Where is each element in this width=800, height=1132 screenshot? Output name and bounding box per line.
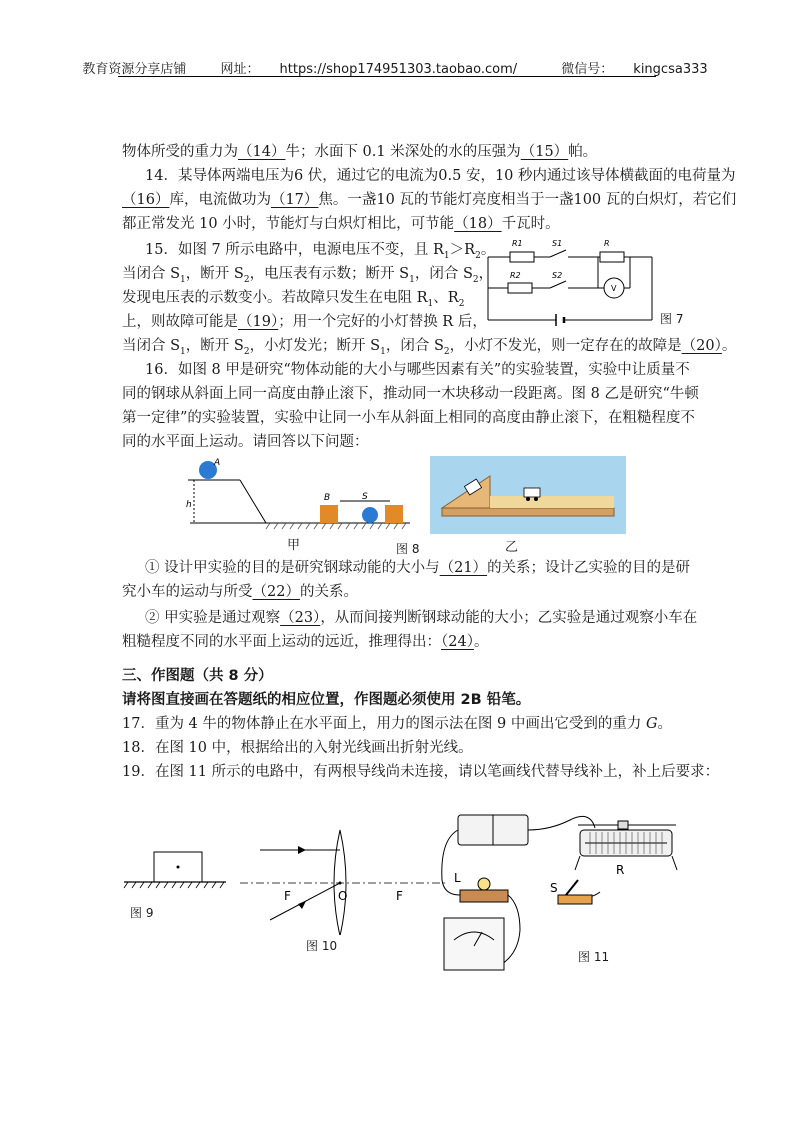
fig7-label-s2: S2 — [552, 271, 563, 280]
fig10-label-f-left: F — [284, 889, 291, 903]
q16-line-4: 同的水平面上运动。请回答以下问题： — [122, 434, 369, 450]
section-3-instruction: 请将图直接画在答题纸的相应位置，作图题必须使用 2B 铅笔。 — [122, 692, 531, 708]
q16-line-1: 16．如图 8 甲是研究“物体动能的大小与哪些因素有关”的实验装置，实验中让质量不 — [145, 362, 690, 378]
q17-line: 17．重为 4 牛的物体静止在水平面上，用力的图示法在图 9 中画出它受到的重力 G。 — [122, 716, 673, 732]
fig10-caption: 图 10 — [306, 939, 338, 953]
cart-on-surface — [524, 488, 540, 497]
q14-line-2: （16）库，电流做功为（17）焦。一盏10 瓦的节能灯亮度相当于一盏100 瓦的白炽灯，若它们 — [122, 192, 737, 208]
q15-line-2: 当闭合 $S_1$，断开 $S_2$，电压表有示数；断开 $S_1$，闭合 $S_2$， — [122, 266, 494, 285]
fig7-caption: 图 7 — [660, 312, 684, 326]
figure-8-yi — [430, 456, 626, 534]
header-rule — [118, 76, 656, 77]
block-b — [320, 505, 338, 523]
fig11-label-r: R — [616, 863, 625, 877]
q15-line-5: 当闭合 $S_1$，断开 $S_2$，小灯发光；断开 $S_1$，闭合 $S_2$，小灯不发光，则一定存在的故障是（20）。 — [122, 338, 737, 357]
fig11-label-s: S — [550, 881, 558, 895]
fig10-label-f-right: F — [396, 889, 403, 903]
header-url[interactable]: https://shop174951303.taobao.com/ — [279, 62, 518, 77]
bulb — [478, 878, 490, 890]
fig8-label-b: B — [324, 493, 331, 503]
fig8-label-a: A — [214, 458, 221, 468]
switch-s2 — [550, 281, 566, 288]
q13-tail-line: 物体所受的重力为（14）牛；水面下 0.1 米深处的水的压强为（15）帕。 — [122, 144, 598, 160]
blank-22: （22） — [252, 584, 300, 600]
header-wechat-label: 微信号： — [561, 62, 614, 77]
q16-part-2-line-2: 粗糙程度不同的水平面上运动的远近，推理得出：（24）。 — [122, 634, 489, 650]
figure-9 — [120, 840, 230, 900]
fig7-label-v: V — [611, 284, 617, 293]
q19-line: 19．在图 11 所示的电路中，有两根导线尚未连接，请以笔画线代替导线补上，补上后要求： — [122, 764, 720, 780]
blank-17: （17） — [270, 192, 319, 208]
q15-line-4: 上，则故障可能是（19）；用一个完好的小灯替换 R 后， — [122, 314, 487, 330]
q16-part-2-line-1: ② 甲实验是通过观察（23），从而间接判断钢球动能的大小；乙实验是通过观察小车在 — [145, 610, 698, 626]
fig8-label-h: h — [186, 500, 192, 510]
fig7-label-r: R — [604, 239, 610, 248]
figure-11-circuit — [430, 800, 690, 990]
fig10-label-o: O — [338, 889, 348, 903]
fig8-yi-label: 乙 — [505, 540, 519, 555]
q16-part-1-line-1: ① 设计甲实验的目的是研究钢球动能的大小与（21）的关系；设计乙实验的目的是研 — [145, 560, 691, 576]
fig8-jia-label: 甲 — [287, 538, 301, 553]
figure-7-circuit — [480, 232, 680, 332]
blank-18: （18） — [454, 216, 502, 232]
q14-line-3: 都正常发光 10 小时，节能灯与白炽灯相比，可节能（18）千瓦时。 — [122, 216, 560, 232]
wire-2 — [528, 816, 595, 830]
blank-23: （23） — [280, 610, 321, 626]
header-shop: 教育资源分享店铺 — [82, 62, 187, 77]
blank-15: （15） — [520, 144, 569, 160]
switch-base — [558, 895, 592, 904]
blank-21: （21） — [439, 560, 488, 576]
resistor-r1 — [510, 252, 534, 262]
fig9-caption: 图 9 — [130, 906, 154, 920]
fig11-caption: 图 11 — [578, 950, 610, 964]
q18-line: 18．在图 10 中，根据给出的入射光线画出折射光线。 — [122, 740, 473, 756]
q14-line-1: 14．某导体两端电压为6 伏，通过它的电流为0.5 安，10 秒内通过该导体横截面的电荷量为 — [145, 168, 736, 184]
wire-1 — [442, 830, 460, 895]
fig7-label-r1: R1 — [512, 239, 523, 248]
fig8-label-s: S — [362, 492, 368, 502]
blank-19: （19） — [238, 314, 279, 330]
bulb-base — [460, 890, 508, 902]
fig7-label-r2: R2 — [510, 271, 521, 280]
switch-s1 — [550, 250, 566, 257]
section-3-title: 三、作图题（共 8 分） — [122, 668, 273, 684]
q16-line-3: 第一定律”的实验装置，实验中让同一小车从斜面上相同的高度由静止滚下，在粗糙程度不 — [122, 410, 695, 426]
header-wechat: kingcsa333 — [633, 62, 708, 77]
q16-part-1-line-2: 究小车的运动与所受（22）的关系。 — [122, 584, 358, 600]
fig7-label-s1: S1 — [552, 239, 563, 248]
fig11-label-l: L — [454, 871, 461, 885]
ammeter — [444, 918, 504, 970]
fig8-caption: 图 8 — [396, 542, 420, 556]
page-header — [0, 58, 800, 77]
switch-lever — [566, 880, 578, 895]
figure-10-lens — [240, 820, 450, 935]
q15-line-1: 15．如图 7 所示电路中，电源电压不变，且 $R_1>R_2$。 — [145, 242, 496, 261]
header-url-label: 网址： — [220, 62, 260, 77]
blank-20: （20） — [681, 338, 722, 354]
steel-ball-b — [362, 507, 378, 523]
blank-14: （14） — [238, 144, 286, 160]
blank-16: （16） — [122, 192, 170, 208]
resistor-r — [600, 252, 624, 262]
ramp — [240, 480, 266, 523]
q15-line-3: 发现电压表的示数变小。若故障只发生在电阻 $R_1$、$R_2$ — [122, 290, 465, 309]
blank-24: （24） — [441, 634, 474, 650]
q16-line-2: 同的钢球从斜面上同一高度由静止滚下，推动同一木块移动一段距离。图 8 乙是研究“牛顿 — [122, 386, 699, 402]
resistor-r2 — [508, 283, 532, 293]
block-moved — [385, 505, 403, 523]
